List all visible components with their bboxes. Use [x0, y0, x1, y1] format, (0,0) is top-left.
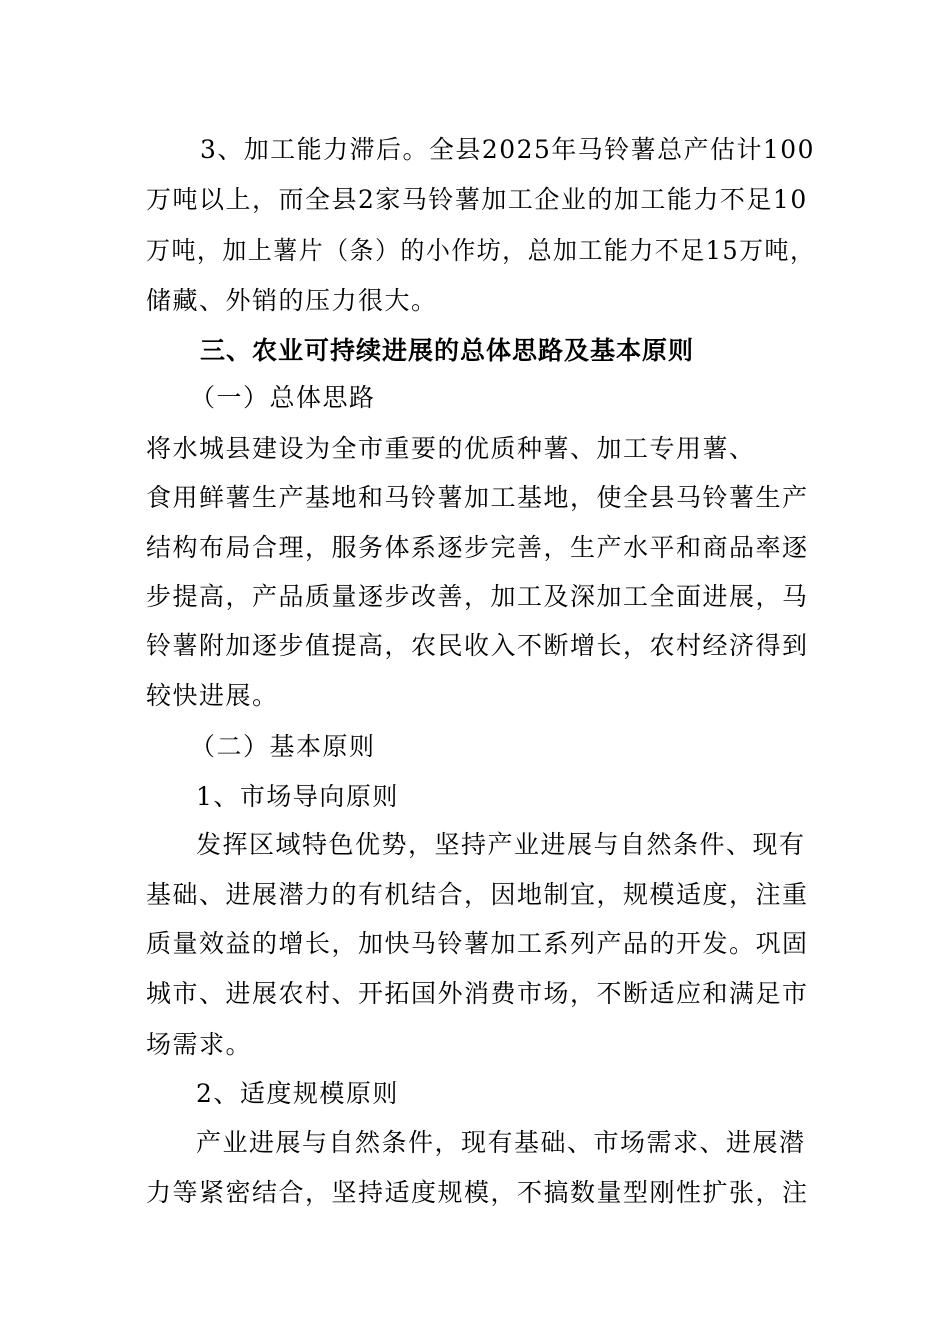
paragraph-line: 万吨以上，而全县2家马铃薯加工企业的加工能力不足10	[146, 185, 808, 214]
paragraph-line: 3、加工能力滞后。全县2025年马铃薯总产估计100	[200, 135, 816, 164]
list-item-heading: 2、适度规模原则	[196, 1079, 399, 1108]
paragraph-line: 场需求。	[146, 1030, 253, 1059]
paragraph-line: 发挥区域特色优势，坚持产业进展与自然条件、现有	[196, 830, 806, 859]
paragraph-line: 质量效益的增长，加快马铃薯加工系列产品的开发。巩固	[146, 929, 809, 958]
section-heading: 三、农业可持续进展的总体思路及基本原则	[200, 336, 695, 365]
subsection-heading: （二）基本原则	[190, 732, 376, 761]
paragraph-line: 城市、进展农村、开拓国外消费市场，不断适应和满足市	[146, 979, 809, 1008]
subsection-heading: （一）总体思路	[190, 383, 376, 412]
paragraph-line: 食用鲜薯生产基地和马铃薯加工基地，使全县马铃薯生产	[146, 483, 809, 512]
paragraph-line: 较快进展。	[146, 681, 279, 710]
paragraph-line: 储藏、外销的压力很大。	[146, 286, 438, 315]
paragraph-line: 基础、进展潜力的有机结合，因地制宜，规模适度，注重	[146, 880, 809, 909]
paragraph-line: 铃薯附加逐步值提高，农民收入不断增长，农村经济得到	[146, 631, 809, 660]
paragraph-line: 步提高，产品质量逐步改善，加工及深加工全面进展，马	[146, 582, 809, 611]
paragraph-line: 产业进展与自然条件，现有基础、市场需求、进展潜	[196, 1128, 806, 1157]
paragraph-line: 结构布局合理，服务体系逐步完善，生产水平和商品率逐	[146, 533, 809, 562]
paragraph-line: 将水城县建设为全市重要的优质种薯、加工专用薯、	[146, 434, 756, 463]
paragraph-line: 万吨，加上薯片（条）的小作坊，总加工能力不足15万吨，	[146, 236, 816, 265]
list-item-heading: 1、市场导向原则	[196, 782, 399, 811]
paragraph-line: 力等紧密结合，坚持适度规模，不搞数量型刚性扩张，注	[146, 1178, 809, 1207]
